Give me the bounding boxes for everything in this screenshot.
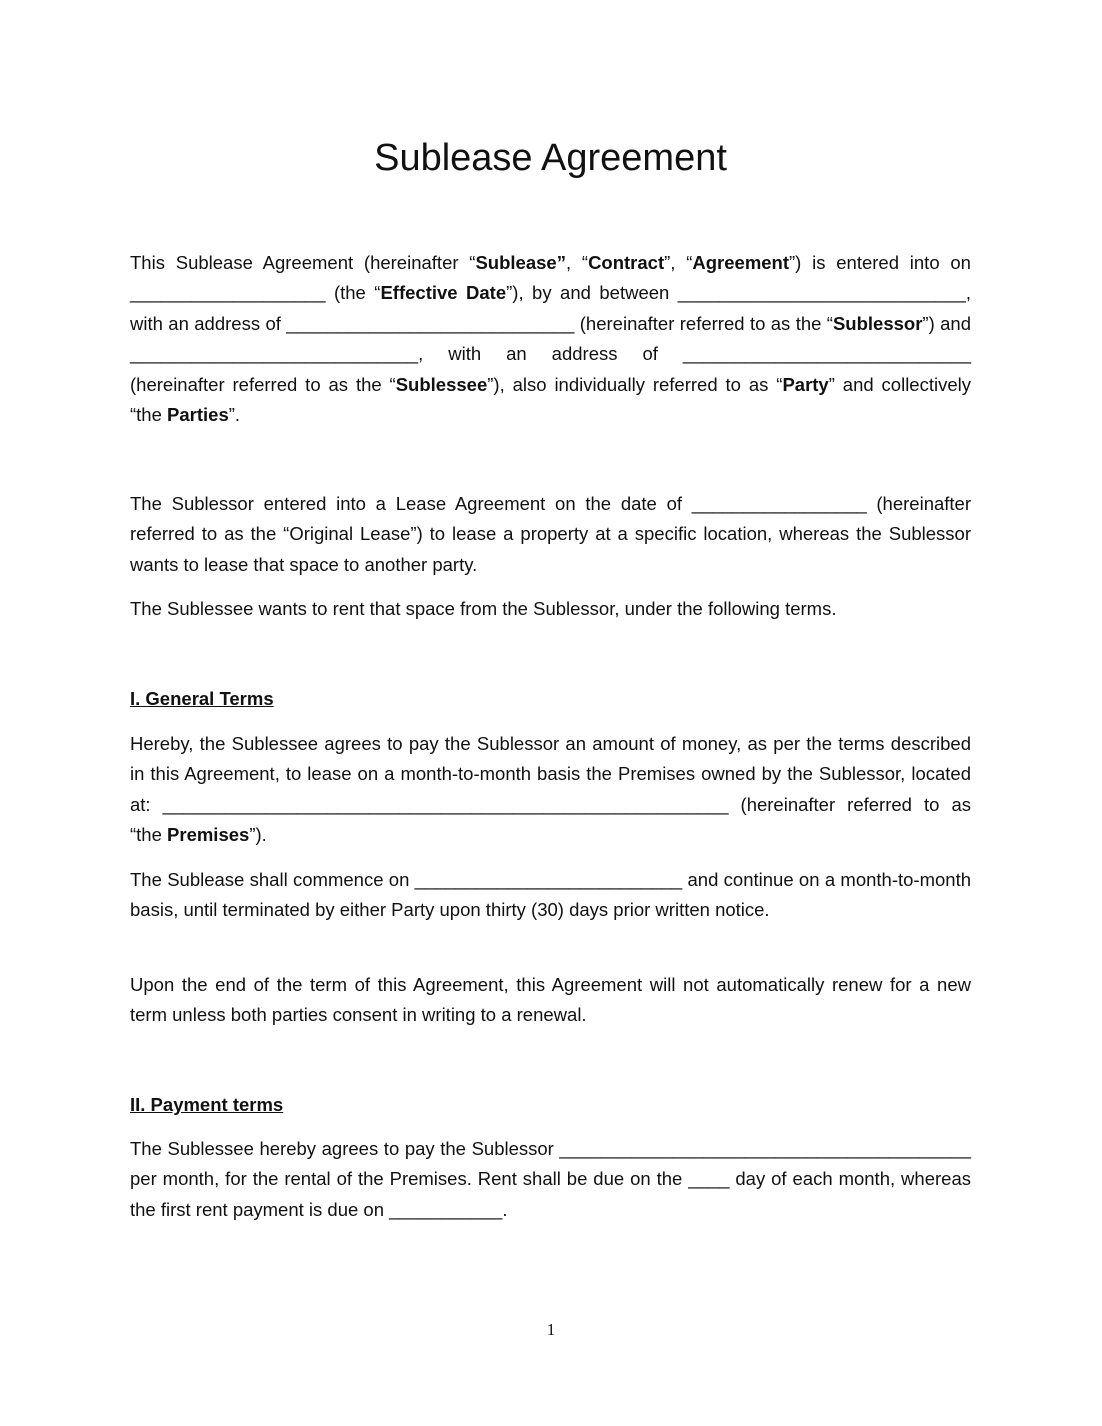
intro-text: , “ [565,252,589,273]
general-terms-text: Hereby, the Sublessee agrees to pay the Sublessor an amount of money, as per the terms described in this Agreement, to lease on a month-to-month basis the Premises owned by the Sublessor, located at: _______________________________________________________ (hereinafter referred to as “the [130,733,971,846]
intro-text: ”) is entered into on ___________________ (the “ [130,252,971,304]
term-parties: Parties [167,404,229,426]
recital-paragraph-1: The Sublessor entered into a Lease Agreement on the date of _________________ (hereinafter referred to as the “Original Lease”) to lease a property at a specific location, whereas the Sublessor wants to lease that space to another party. [130,493,971,575]
term-agreement: Agreement [692,252,790,273]
section-heading-general-terms: I. General Terms [130,688,274,709]
payment-terms-paragraph-1: The Sublessee hereby agrees to pay the Sublessor ________________________________________ per month, for the rental of the Premises. Rent shall be due on the ____ day of each month, whereas the first rent payment is due on ___________. [130,1138,971,1220]
term-premises: Premises [167,824,250,846]
intro-text: ” and collectively “the [130,373,971,426]
term-contract: Contract [588,252,665,273]
intro-text: This Sublease Agreement (hereinafter “ [130,252,476,273]
intro-text: ”. [228,404,241,426]
general-terms-paragraph-3: Upon the end of the term of this Agreement, this Agreement will not automatically renew for a new term unless both parties consent in writing to a renewal. [130,974,971,1026]
general-terms-paragraph-2: The Sublease shall commence on __________________________ and continue on a month-to-month basis, until terminated by either Party upon thirty (30) days prior written notice. [130,869,971,921]
intro-paragraph [130,248,971,430]
term-sublessor: Sublessor [832,312,923,334]
intro-text: ”) and ____________________________, with an address of ____________________________ (hereinafter referred to as the “ [130,312,972,395]
general-terms-paragraph-1 [130,729,971,851]
section-heading-payment-terms: II. Payment terms [130,1094,284,1115]
intro-text: ”), by and between ____________________________, with an address of ____________________________ (hereinafter referred to as the “ [130,282,971,334]
term-party: Party [782,373,829,395]
term-sublease: Sublease” [475,252,566,273]
intro-text: ”, “ [664,252,693,273]
general-terms-text: ”). [249,824,267,846]
term-sublessee: Sublessee [395,373,488,395]
recital-paragraph-2: The Sublessee wants to rent that space from the Sublessor, under the following terms. [130,598,837,619]
document-title: Sublease Agreement [374,137,727,179]
term-effective-date: Effective Date [380,282,507,304]
intro-text: ”), also individually referred to as “ [487,373,783,395]
page-number: 1 [546,1320,556,1339]
